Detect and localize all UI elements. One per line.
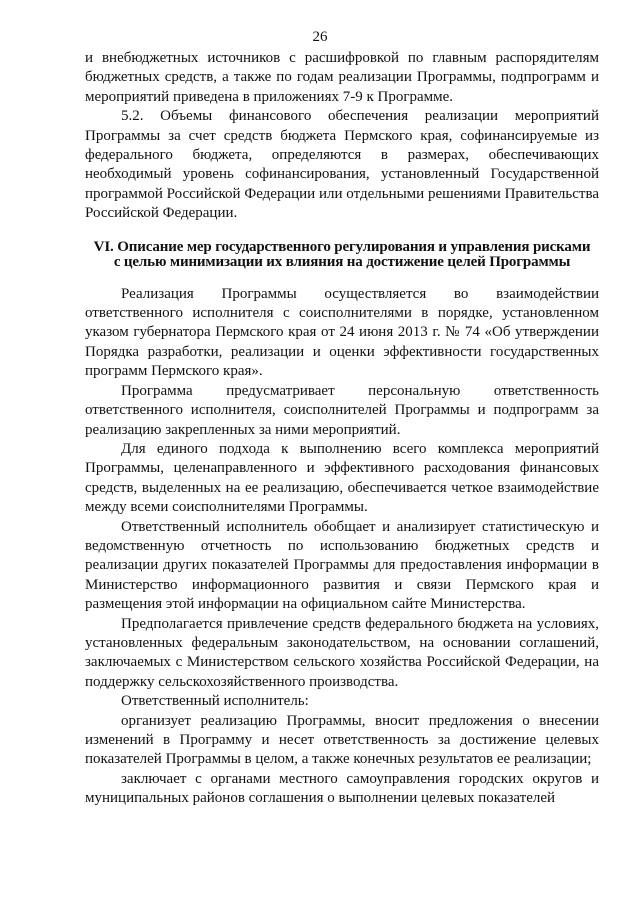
section-heading-line-2: с целью минимизации их влияния на достижение целей Программы — [113, 254, 571, 271]
paragraph: 5.2. Объемы финансового обеспечения реализации мероприятий Программы за счет средств бюджета Пермского края, софинансируемые из федерального бюджета, определяются в размерах, обеспечивающих необходимый уровень софинансирования, установленный Государственной программой Российской Федерации или отдельными решениями Правительства Российской Федерации. — [85, 108, 599, 222]
document-body — [85, 49, 599, 809]
page-number: 26 — [312, 29, 328, 45]
paragraph: Предполагается привлечение средств федерального бюджета на условиях, установленных федеральным законодательством, на основании соглашений, заключаемых с Министерством сельского хозяйства Российской Федерации, на поддержку сельскохозяйственного производства. — [85, 615, 599, 690]
section-heading-line-1: VI. Описание мер государственного регулирования и управления рисками — [93, 238, 591, 255]
paragraph: и внебюджетных источников с расшифровкой по главным распорядителям бюджетных средств, а также по годам реализации Программы, подпрограмм и мероприятий приведена в приложениях 7-9 к Программе. — [85, 50, 599, 105]
list-item: заключает с органами местного самоуправления городских округов и муниципальных районов соглашения о выполнении целевых показателей — [85, 770, 599, 807]
list-item: организует реализацию Программы, вносит предложения о внесении изменений в Программу и несет ответственность за достижение целевых показателей Программы в целом, а также конечных результатов ее реализации; — [85, 712, 599, 768]
section-heading — [85, 240, 599, 271]
paragraph: Ответственный исполнитель обобщает и анализирует статистическую и ведомственную отчетность по использованию бюджетных средств и реализации других показателей Программы для предоставления информации в Министерство информационного развития и связи Пермского края и размещения этой информации на официальном сайте Министерства. — [85, 518, 599, 613]
paragraph: Программа предусматривает персональную ответственность ответственного исполнителя, соисполнителей Программы и подпрограмм за реализацию закрепленных за ними мероприятий. — [85, 382, 599, 438]
section-spacer — [85, 224, 599, 240]
paragraph: Реализация Программы осуществляется во взаимодействии ответственного исполнителя с соисполнителями в порядке, установленном указом губернатора Пермского края от 24 июня 2013 г. № 74 «Об утверждении Порядка разработки, реализации и оценки эффективности государственных программ Пермского края». — [85, 285, 599, 380]
paragraph: Ответственный исполнитель: — [121, 693, 309, 710]
paragraph: Для единого подхода к выполнению всего комплекса мероприятий Программы, целенаправленного и эффективного расходования финансовых средств, выделенных на ее реализацию, обеспечивается четкое взаимодействие между всеми соисполнителями Программы. — [85, 440, 599, 516]
